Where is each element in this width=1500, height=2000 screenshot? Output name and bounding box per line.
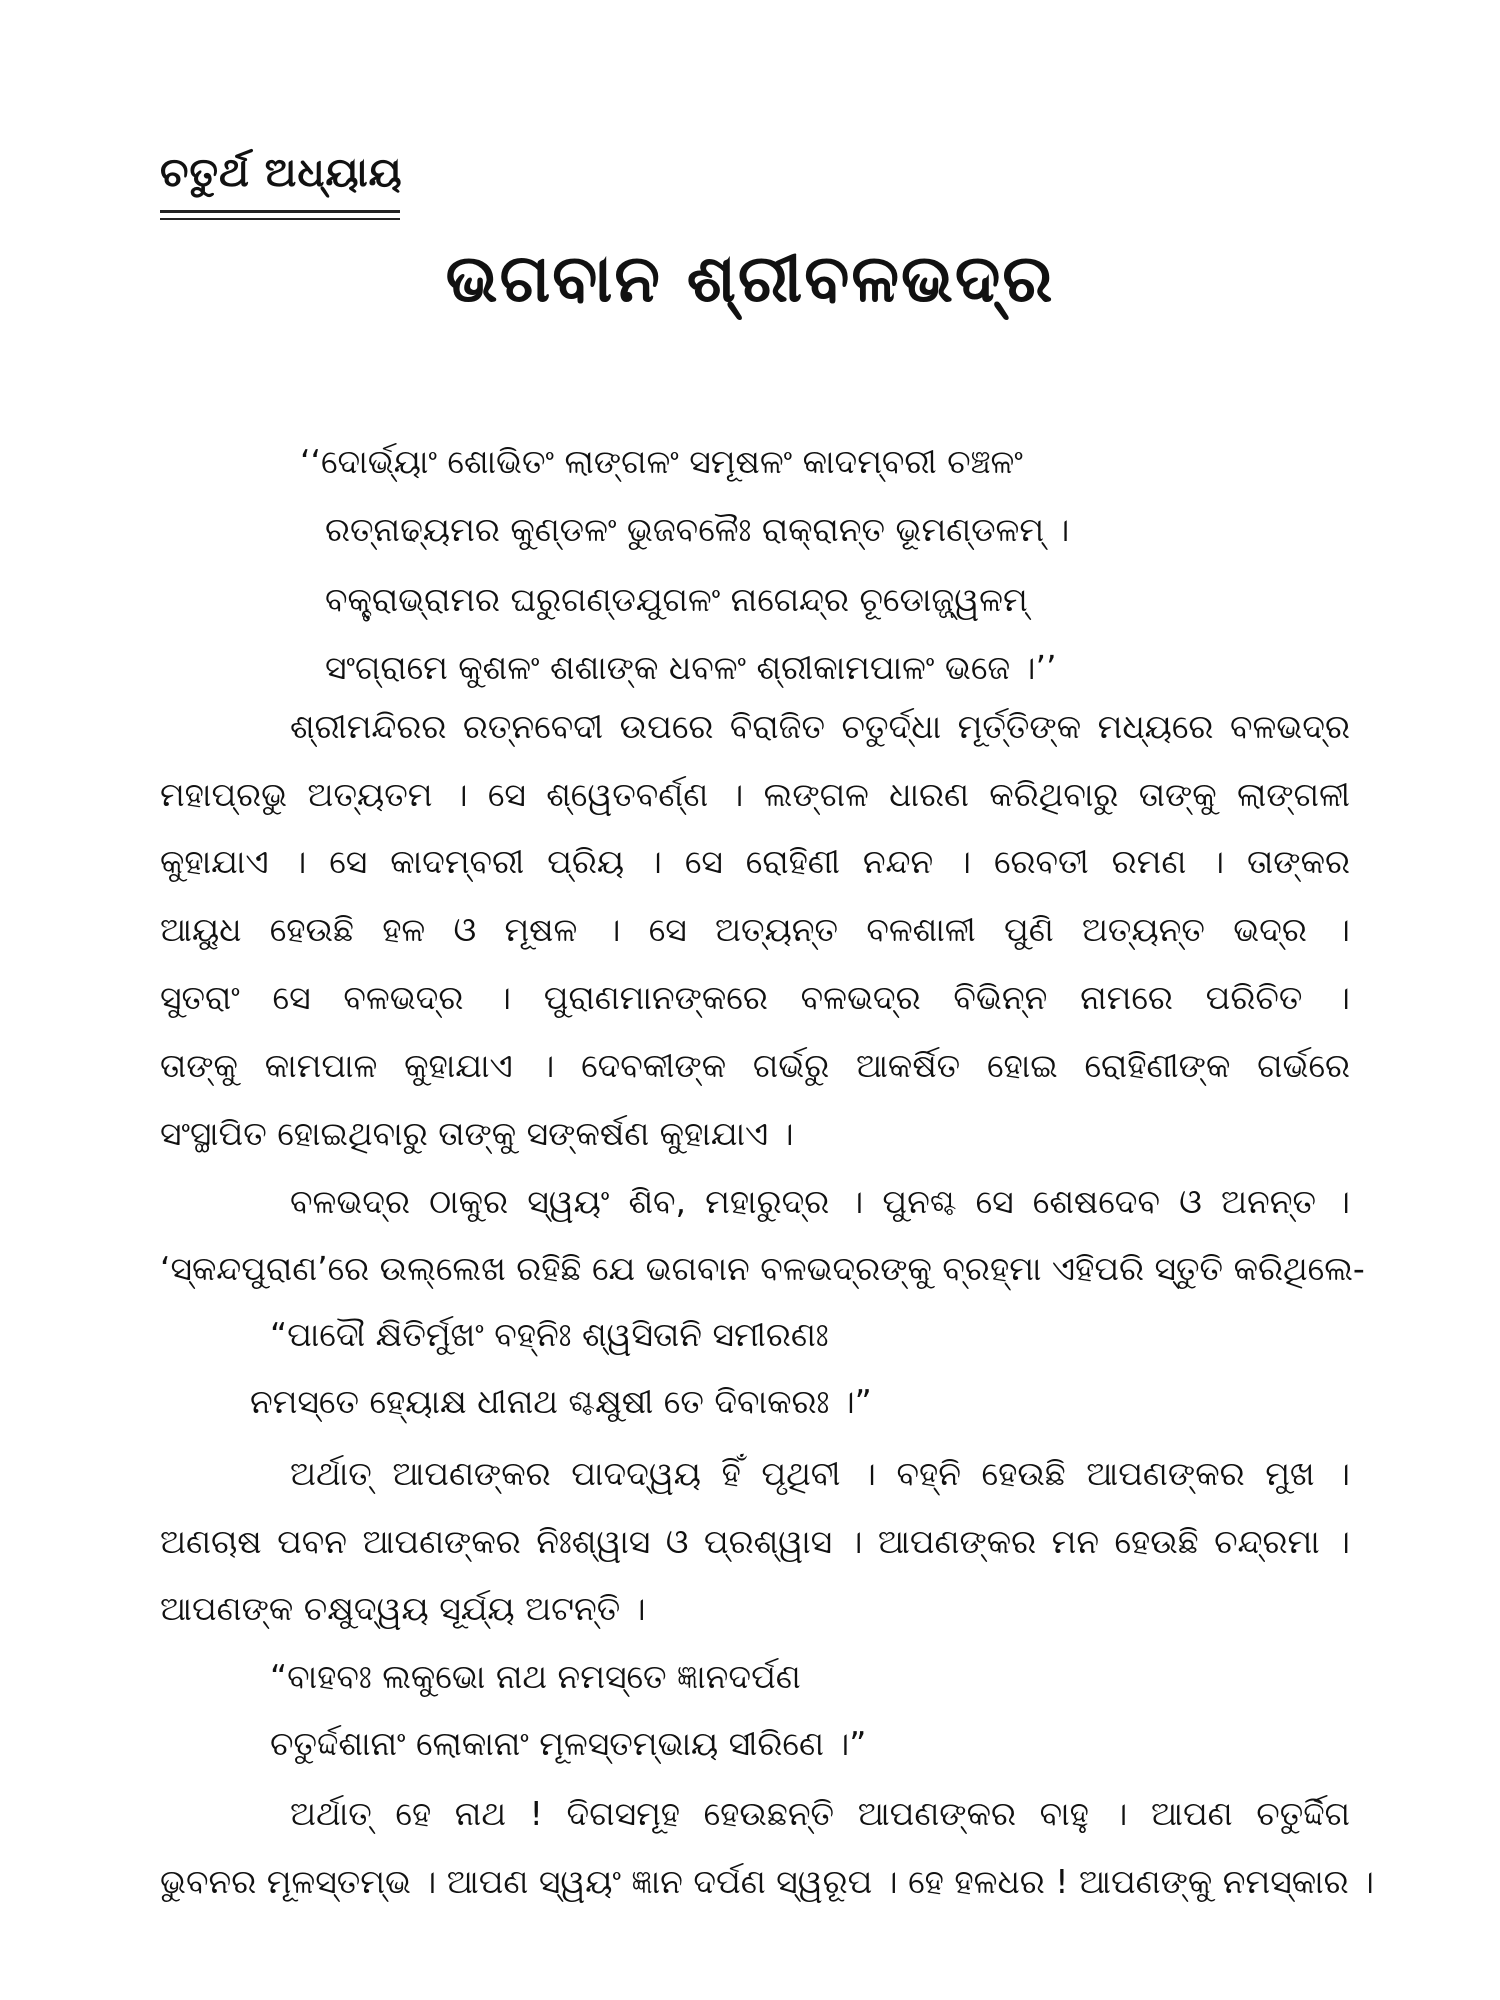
verse-line: ଚତୁର୍ଦ୍ଦଶାନାଂ ଲୋକାନାଂ ମୂଳସ୍ତମ୍ଭାୟ ସୀରିଣେ ।” [270, 1724, 867, 1763]
verse-line: ‘‘ଦୋର୍ଭ୍ୟାଂ ଶୋଭିତଂ ଲାଙ୍ଗଳଂ ସମୂଷଳଂ କାଦମ୍ବରୀ ଚଞ୍ଚଳଂ [300, 442, 1023, 481]
verse-line: “ବାହବଃ ଲକୁଭୋ ନାଥ ନମସ୍ତେ ଜ୍ଞାନଦର୍ପଣ [270, 1657, 801, 1696]
chapter-underline-double [160, 218, 400, 220]
paragraph-line: ଅର୍ଥାତ୍ ହେ ନାଥ ! ଦିଗସମୂହ ହେଉଛନ୍ତି ଆପଣଙ୍କର ବାହୁ । ଆପଣ ଚତୁର୍ଦ୍ଦିଗ [290, 1794, 1350, 1833]
verse-line: “ପାଦୌ କ୍ଷିତିର୍ମୁଖଂ ବହ୍ନିଃ ଶ୍ୱସିତାନି ସମୀରଣଃ [270, 1315, 829, 1354]
paragraph-line: ‘ସ୍କନ୍ଦପୁରାଣ’ରେ ଉଲ୍ଲେଖ ରହିଛି ଯେ ଭଗବାନ ବଳଭଦ୍ରଙ୍କୁ ବ୍ରହ୍ମା ଏହିପରି ସ୍ତୁତି କରିଥିଲେ- [160, 1249, 1365, 1288]
paragraph-line: ଆପଣଙ୍କ ଚକ୍ଷୁଦ୍ୱୟ ସୂର୍ଯ୍ୟ ଅଟନ୍ତି । [160, 1589, 646, 1628]
paragraph-line: ଶ୍ରୀମନ୍ଦିରର ରତ୍ନବେଦୀ ଉପରେ ବିରାଜିତ ଚତୁର୍ଦ୍ଧା ମୂର୍ତ୍ତିଙ୍କ ମଧ୍ୟରେ ବଳଭଦ୍ର [290, 707, 1350, 746]
verse-line: ନମସ୍ତେ ହ୍ୟୋକ୍ଷ ଧୀନାଥ ଶ୍ଚକ୍ଷୁଷୀ ତେ ଦିବାକରଃ ।” [250, 1382, 872, 1421]
paragraph-line: ବଳଭଦ୍ର ଠାକୁର ସ୍ୱୟଂ ଶିବ, ମହାରୁଦ୍ର । ପୁନଶ୍ଚ ସେ ଶେଷଦେବ ଓ ଅନନ୍ତ । [290, 1182, 1350, 1221]
paragraph-line: ଭୁବନର ମୂଳସ୍ତମ୍ଭ । ଆପଣ ସ୍ୱୟଂ ଜ୍ଞାନ ଦର୍ପଣ ସ୍ୱରୂପ । ହେ ହଳଧର ! ଆପଣଙ୍କୁ ନମସ୍କାର । [160, 1862, 1375, 1901]
page-title: ଭଗବାନ ଶ୍ରୀବଳଭଦ୍ର [445, 240, 1055, 317]
paragraph-line: କୁହାଯାଏ । ସେ କାଦମ୍ବରୀ ପ୍ରିୟ । ସେ ରୋହିଣୀ ନନ୍ଦନ । ରେବତୀ ରମଣ । ତାଙ୍କର [160, 842, 1350, 881]
verse-line: ରତ୍ନାଢ୍ୟମର କୁଣ୍ଡଳଂ ଭୁଜବଳୈଃ ରାକ୍ରାନ୍ତ ଭୂମଣ୍ଡଳମ୍ । [325, 510, 1070, 549]
verse-line: ବକ୍ତ୍ରାଭ୍ରାମର ଘରୁଗଣ୍ଡଯୁଗଳଂ ନାଗେନ୍ଦ୍ର ଚୂଡୋଜ୍ଜ୍ୱଳମ୍ [325, 580, 1028, 619]
paragraph-line: ତାଙ୍କୁ କାମପାଳ କୁହାଯାଏ । ଦେବକୀଙ୍କ ଗର୍ଭରୁ ଆକର୍ଷିତ ହୋଇ ରୋହିଣୀଙ୍କ ଗର୍ଭରେ [160, 1046, 1350, 1085]
verse-line: ସଂଗ୍ରାମେ କୁଶଳଂ ଶଶାଙ୍କ ଧବଳଂ ଶ୍ରୀକାମପାଳଂ ଭଜେ ।’’ [325, 648, 1057, 687]
paragraph-line: ଅଣଚାଷ ପବନ ଆପଣଙ୍କର ନିଃଶ୍ୱାସ ଓ ପ୍ରଶ୍ୱାସ । ଆପଣଙ୍କର ମନ ହେଉଛି ଚନ୍ଦ୍ରମା । [160, 1522, 1350, 1561]
paragraph-line: ଆୟୁଧ ହେଉଛି ହଳ ଓ ମୂଷଳ । ସେ ଅତ୍ୟନ୍ତ ବଳଶାଳୀ ପୁଣି ଅତ୍ୟନ୍ତ ଭଦ୍ର । [160, 910, 1350, 949]
paragraph-line: ଅର୍ଥାତ୍ ଆପଣଙ୍କର ପାଦଦ୍ୱୟ ହିଁ ପୃଥିବୀ । ବହ୍ନି ହେଉଛି ଆପଣଙ୍କର ମୁଖ । [290, 1454, 1350, 1493]
chapter-underline [160, 210, 400, 213]
paragraph-line: ସୁତରାଂ ସେ ବଳଭଦ୍ର । ପୁରାଣମାନଙ୍କରେ ବଳଭଦ୍ର ବିଭିନ୍ନ ନାମରେ ପରିଚିତ । [160, 978, 1350, 1017]
chapter-label: ଚତୁର୍ଥ ଅଧ୍ୟାୟ [160, 150, 403, 196]
paragraph-line: ମହାପ୍ରଭୁ ଅତ୍ୟତମ । ସେ ଶ୍ୱେତବର୍ଣ୍ଣ । ଲଙ୍ଗଳ ଧାରଣ କରିଥିବାରୁ ତାଙ୍କୁ ଲାଙ୍ଗଳୀ [160, 775, 1350, 814]
paragraph-line: ସଂସ୍ଥାପିତ ହୋଇଥିବାରୁ ତାଙ୍କୁ ସଙ୍କର୍ଷଣ କୁହାଯାଏ । [160, 1114, 794, 1153]
